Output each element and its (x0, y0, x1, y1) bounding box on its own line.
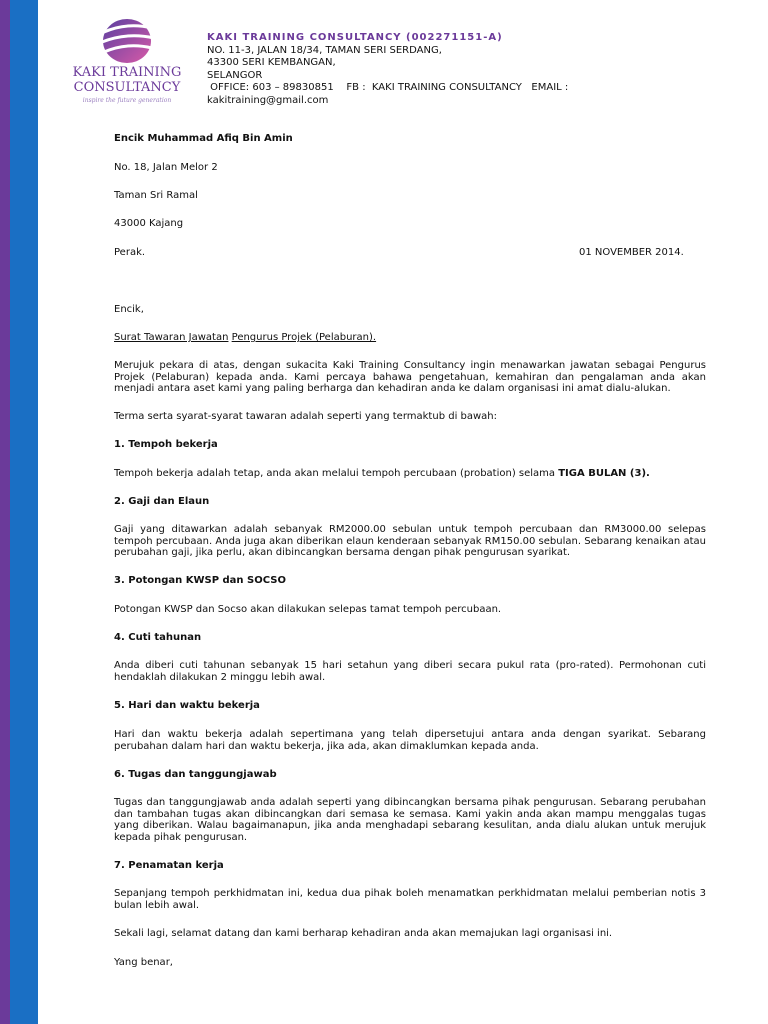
subject-part: Surat Tawaran Jawatan (114, 332, 229, 343)
recipient-address-line: Perak. (114, 247, 146, 258)
email-text: kakitraining@gmail.com (207, 94, 329, 106)
contact-line: OFFICE: 603 – 89830851 FB : KAKI TRAINING CONSULTANCY EMAIL : (207, 82, 569, 93)
letterhead (207, 32, 627, 107)
section-body: Sepanjang tempoh perkhidmatan ini, kedua dua pihak boleh menamatkan perkhidmatan melalui pemberian notis 3 bulan lebih awal. (114, 888, 706, 911)
address-line: NO. 11-3, JALAN 18/34, TAMAN SERI SERDANG, (207, 44, 442, 56)
recipient-name: Encik Muhammad Afiq Bin Amin (114, 133, 293, 144)
address-line: SELANGOR (207, 69, 263, 81)
closing-paragraph: Sekali lagi, selamat datang dan kami berharap kehadiran anda akan memajukan lagi organisasi ini. (114, 928, 613, 939)
logo-swirl-icon (94, 18, 160, 66)
section-body: Hari dan waktu bekerja adalah sepertimana yang telah dipersetujui antara anda dengan syarikat. Sebarang perubahan dalam hari dan waktu bekerja, jika ada, akan dimaklumkan kepada anda. (114, 729, 706, 752)
subject-line (114, 332, 706, 344)
section-heading: 6. Tugas dan tanggungjawab (114, 769, 277, 780)
terms-intro: Terma serta syarat-syarat tawaran adalah seperti yang termaktub di bawah: (114, 411, 498, 422)
section-heading: 7. Penamatan kerja (114, 860, 224, 871)
company-name: KAKI TRAINING CONSULTANCY (002271151-A) (207, 32, 503, 43)
recipient-address-line: 43000 Kajang (114, 218, 184, 229)
intro-paragraph: Merujuk pekara di atas, dengan sukacita Kaki Training Consultancy ingin menawarkan jawatan sebagai Pengurus Projek (Pelaburan) kepada anda. Kami percaya bahawa pengetahuan, kemahiran dan pengalaman anda akan menjadi antara aset kami yang paling berharga dan kehadiran anda ke dalam organisasi ini amat dialu-alukan. (114, 360, 706, 394)
logo-text-line2: CONSULTANCY (73, 80, 181, 95)
recipient-address-line: Taman Sri Ramal (114, 190, 198, 201)
left-border-purple (0, 0, 10, 1024)
company-logo (62, 18, 192, 108)
section-body (114, 468, 706, 480)
section-heading: 2. Gaji dan Elaun (114, 496, 210, 507)
signoff: Yang benar, (114, 957, 173, 968)
recipient-address-line: No. 18, Jalan Melor 2 (114, 162, 218, 173)
subject-part: Pengurus Projek (Pelaburan). (231, 332, 377, 343)
section-heading: 4. Cuti tahunan (114, 632, 202, 643)
section-heading: 3. Potongan KWSP dan SOCSO (114, 575, 286, 586)
address-line: 43300 SERI KEMBANGAN, (207, 57, 336, 68)
section-body-text: Tempoh bekerja adalah tetap, anda akan melalui tempoh percubaan (probation) selama (114, 468, 559, 479)
section-body-bold: TIGA BULAN (3). (558, 468, 650, 479)
left-border-blue (10, 0, 38, 1024)
letter-date: 01 NOVEMBER 2014. (579, 247, 684, 258)
section-body: Tugas dan tanggungjawab anda adalah seperti yang dibincangkan bersama pihak pengurusan. Sebarang perubahan dan tambahan tugas akan dibincangkan dari semasa ke semasa. Kami yakin anda akan mampu menggalas tugas yang diberikan. Walau bagaimanapun, jika anda menghadapi sebarang kesulitan, anda dialu alukan untuk merujuk kepada pihak pengurusan. (114, 797, 706, 843)
salutation: Encik, (114, 304, 144, 315)
logo-tagline: inspire the future generation (82, 97, 172, 104)
section-body: Potongan KWSP dan Socso akan dilakukan selepas tamat tempoh percubaan. (114, 604, 502, 615)
section-heading: 5. Hari dan waktu bekerja (114, 700, 260, 711)
section-body: Gaji yang ditawarkan adalah sebanyak RM2000.00 sebulan untuk tempoh percubaan dan RM3000.00 selepas tempoh percubaan. Anda juga akan diberikan elaun kenderaan sebanyak RM150.00 sebulan. Sebarang kenaikan atau perubahan gaji, jika perlu, akan dibincangkan bersama dengan pihak pengurusan syarikat. (114, 524, 706, 558)
section-heading: 1. Tempoh bekerja (114, 439, 218, 450)
section-body: Anda diberi cuti tahunan sebanyak 15 hari setahun yang diberi secara pukul rata (pro-rated). Permohonan cuti hendaklah dilakukan 2 minggu lebih awal. (114, 660, 706, 683)
logo-text-line1: KAKI TRAINING (72, 65, 182, 80)
